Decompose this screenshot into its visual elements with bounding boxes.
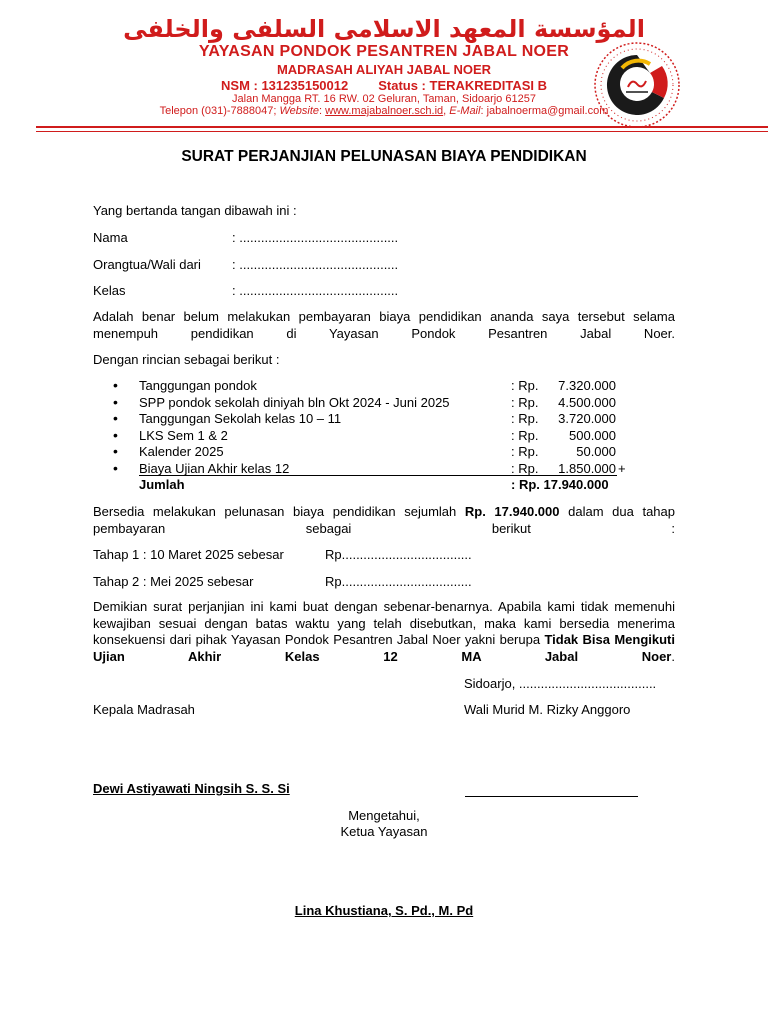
field-label-kelas: Kelas (93, 283, 126, 298)
item-label: SPP pondok sekolah diniyah bln Okt 2024 - Juni 2025 (139, 395, 450, 410)
stage-1-value: Rp.................................... (325, 547, 472, 562)
nsm-number: NSM : 131235150012 (221, 78, 349, 93)
stage-1-label: Tahap 1 : 10 Maret 2025 sebesar (93, 547, 284, 562)
foundation-signatory-name: Lina Khustiana, S. Pd., M. Pd (294, 903, 474, 918)
total-value: : Rp. 17.940.000 (511, 477, 609, 492)
email-separator: , (443, 105, 450, 117)
item-currency: : Rp. (511, 378, 539, 393)
item-label: Tanggungan Sekolah kelas 10 – 11 (139, 411, 342, 426)
field-label-nama: Nama (93, 230, 128, 245)
detail-intro: Dengan rincian sebagai berikut : (93, 352, 280, 367)
closing-end: . (671, 648, 675, 664)
left-signatory-name: Dewi Astiyawati Ningsih S. S. Si (93, 781, 290, 796)
field-label-wali: Orangtua/Wali dari (93, 257, 201, 272)
statement-paragraph: Adalah benar belum melakukan pembayaran biaya pendidikan ananda saya tersebut selama menempuh pendidikan di Yayasan Pondok Pesantren Jabal Noer. (93, 309, 675, 341)
field-value-wali: : ............................................ (232, 257, 399, 272)
website-label: Website (279, 105, 320, 117)
left-role: Kepala Madrasah (93, 702, 195, 717)
payment-amount: Rp. 17.940.000 (464, 504, 560, 519)
right-signature-line (465, 796, 638, 797)
item-amount: 500.000 (569, 428, 616, 443)
foundation-role: Ketua Yayasan (340, 824, 428, 839)
bullet: • (113, 427, 118, 443)
bullet: • (113, 443, 118, 459)
acknowledged-label: Mengetahui, (348, 808, 420, 823)
closing-text: Demikian surat perjanjian ini kami buat dengan sebenar-benarnya. Apabila kami tidak memenuhi kewajiban sesuai dengan batas waktu yang telah disebutkan, maka kami bersedia menerima konsekuensi dari pihak Yayasan Pondok Pesantren Jabal Noer yakni berupa (93, 599, 675, 647)
right-role: Wali Murid M. Rizky Anggoro (464, 702, 631, 717)
sum-plus-sign: + (618, 461, 626, 476)
field-value-kelas: : ............................................ (232, 283, 399, 298)
letterhead-divider-thick (36, 126, 768, 128)
item-label: Tanggungan pondok (139, 378, 257, 393)
item-label: LKS Sem 1 & 2 (139, 428, 228, 443)
school-logo-icon (592, 40, 682, 130)
phone-number: Telepon (031)-7888047; (159, 105, 280, 117)
place-date: Sidoarjo, ...................................... (464, 676, 657, 691)
email-address: : jabalnoerma@gmail.com (480, 105, 609, 117)
bullet: • (113, 394, 118, 410)
item-amount: 4.500.000 (558, 395, 616, 410)
item-amount: 3.720.000 (558, 411, 616, 426)
item-amount: 50.000 (576, 444, 616, 459)
payment-text-a: Bersedia melakukan pelunasan biaya pendidikan sejumlah (93, 504, 465, 519)
intro-text: Yang bertanda tangan dibawah ini : (93, 203, 297, 218)
email-label: E-Mail (449, 105, 481, 117)
bullet: • (113, 377, 118, 393)
item-amount: 1.850.000 (558, 461, 616, 476)
total-label: Jumlah (139, 477, 185, 492)
item-currency: : Rp. (511, 411, 539, 426)
item-currency: : Rp. (511, 444, 539, 459)
item-currency: : Rp. (511, 461, 539, 476)
foundation-name: YAYASAN PONDOK PESANTREN JABAL NOER (198, 43, 570, 60)
item-label: Kalender 2025 (139, 444, 224, 459)
payment-text-b: dalam dua tahap pembayaran sebagai berikut : (93, 504, 675, 536)
website-separator: : (319, 105, 326, 117)
bullet: • (113, 410, 118, 426)
document-title: SURAT PERJANJIAN PELUNASAN BIAYA PENDIDIKAN (181, 148, 587, 165)
item-currency: : Rp. (511, 395, 539, 410)
arabic-foundation-name: المؤسسة المعهد الاسلامى السلفى والخلفى (123, 15, 645, 43)
school-name: MADRASAH ALIYAH JABAL NOER (276, 62, 492, 77)
closing-consequence: Tidak Bisa Mengikuti Ujian Akhir Kelas 12 MA Jabal Noer (93, 632, 675, 664)
total-divider (139, 475, 617, 476)
item-label: Biaya Ujian Akhir kelas 12 (139, 461, 290, 476)
stage-2-value: Rp.................................... (325, 574, 472, 589)
closing-paragraph (93, 599, 675, 682)
accreditation-status: Status : TERAKREDITASI B (378, 78, 547, 93)
stage-2-label: Tahap 2 : Mei 2025 sebesar (93, 574, 254, 589)
letterhead-divider-thin (36, 131, 768, 132)
item-amount: 7.320.000 (558, 378, 616, 393)
school-address: Jalan Mangga RT. 16 RW. 02 Geluran, Taman, Sidoarjo 61257 (232, 93, 536, 105)
item-currency: : Rp. (511, 428, 539, 443)
website-link[interactable]: www.majabalnoer.sch.id (325, 105, 444, 117)
field-value-nama: : ............................................ (232, 230, 399, 245)
bullet: • (113, 460, 118, 476)
